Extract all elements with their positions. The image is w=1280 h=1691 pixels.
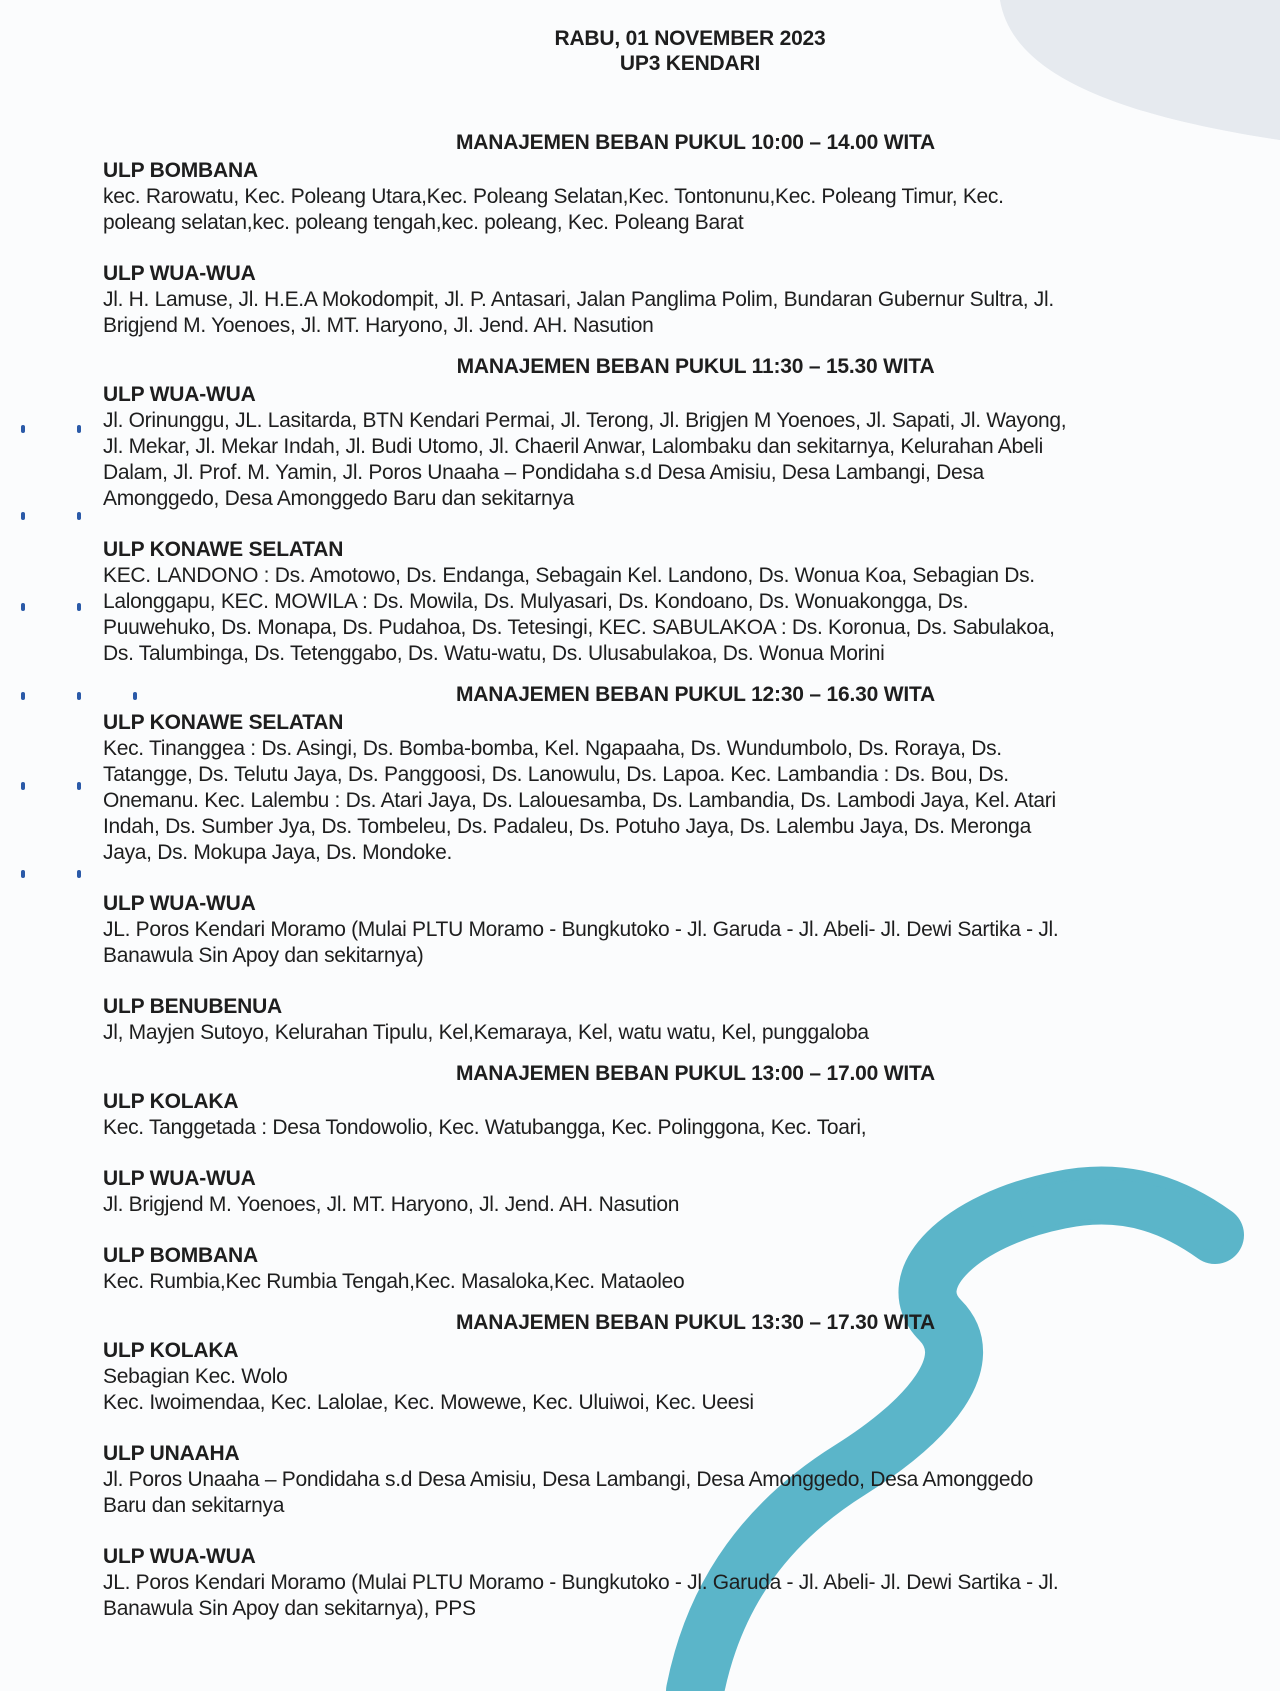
area-description-line: Jaya, Ds. Mokupa Jaya, Ds. Mondoke. [103, 841, 452, 864]
area-description-line: Puuwehuko, Ds. Monapa, Ds. Pudahoa, Ds. Tetesingi, KEC. SABULAKOA : Ds. Koronua, Ds. Sabulakoa, [103, 616, 1055, 639]
area-description [103, 917, 1178, 969]
area-description-line: Jl, Mayjen Sutoyo, Kelurahan Tipulu, Kel,Kemaraya, Kel, watu watu, Kel, punggaloba [103, 1021, 869, 1044]
area-description-line: Kec. Rumbia,Kec Rumbia Tengah,Kec. Masaloka,Kec. Mataoleo [103, 1270, 685, 1293]
margin-dot [77, 782, 81, 790]
margin-dot [21, 512, 25, 520]
session-title: MANAJEMEN BEBAN PUKUL 12:30 – 16.30 WITA [456, 683, 935, 706]
ulp-name: ULP BOMBANA [103, 159, 258, 182]
area-description [103, 1115, 1178, 1141]
area-description [103, 1570, 1178, 1622]
document-date: RABU, 01 NOVEMBER 2023 [554, 27, 826, 50]
document-header [0, 26, 1280, 76]
area-block [103, 994, 1178, 1046]
margin-dot [21, 425, 25, 433]
margin-dot [77, 692, 81, 700]
margin-dot [21, 603, 25, 611]
area-description-line: Onemanu. Kec. Lalembu : Ds. Atari Jaya, Ds. Lalouesamba, Ds. Lambandia, Ds. Lambodi Jaya, Kel. Atari [103, 789, 1056, 812]
area-description-line: Jl. Orinunggu, JL. Lasitarda, BTN Kendari Permai, Jl. Terong, Jl. Brigjen M Yoenoes, Jl. Sapati, Jl. Wayong, [103, 409, 1067, 432]
document-unit: UP3 KENDARI [619, 52, 761, 75]
session-title: MANAJEMEN BEBAN PUKUL 13:00 – 17.00 WITA [456, 1062, 935, 1085]
area-block [103, 1544, 1178, 1622]
margin-dot [21, 692, 25, 700]
ulp-name: ULP WUA-WUA [103, 892, 256, 915]
area-description-line: kec. Rarowatu, Kec. Poleang Utara,Kec. Poleang Selatan,Kec. Tontonunu,Kec. Poleang Timur, Kec. [103, 185, 1004, 208]
session-title: MANAJEMEN BEBAN PUKUL 10:00 – 14.00 WITA [456, 131, 935, 154]
margin-dot [133, 692, 137, 700]
area-description-line: poleang selatan,kec. poleang tengah,kec. poleang, Kec. Poleang Barat [103, 211, 744, 234]
area-block [103, 891, 1178, 969]
area-description-line: Baru dan sekitarnya [103, 1494, 285, 1517]
ulp-name: ULP BOMBANA [103, 1244, 258, 1267]
session-title: MANAJEMEN BEBAN PUKUL 11:30 – 15.30 WITA [456, 355, 935, 378]
area-description-line: Kec. Iwoimendaa, Kec. Lalolae, Kec. Mowewe, Kec. Uluiwoi, Kec. Ueesi [103, 1391, 754, 1414]
area-description-line: Jl. Mekar, Jl. Mekar Indah, Jl. Budi Utomo, Jl. Chaeril Anwar, Lalombaku dan sekitarnya, Kelurahan Abeli [103, 435, 1043, 458]
area-block [103, 1166, 1178, 1218]
margin-dot [77, 512, 81, 520]
ulp-name: ULP WUA-WUA [103, 262, 256, 285]
area-block [103, 537, 1178, 667]
area-block [103, 1089, 1178, 1141]
area-description-line: Jl. Brigjend M. Yoenoes, Jl. MT. Haryono, Jl. Jend. AH. Nasution [103, 1193, 680, 1216]
area-block [103, 1338, 1178, 1416]
ulp-name: ULP WUA-WUA [103, 383, 256, 406]
area-description-line: Brigjend M. Yoenoes, Jl. MT. Haryono, Jl. Jend. AH. Nasution [103, 314, 654, 337]
area-description-line: Amonggedo, Desa Amonggedo Baru dan sekitarnya [103, 487, 574, 510]
area-description-line: Banawula Sin Apoy dan sekitarnya), PPS [103, 1597, 476, 1620]
ulp-name: ULP UNAAHA [103, 1442, 240, 1465]
area-description-line: Dalam, Jl. Prof. M. Yamin, Jl. Poros Unaaha – Pondidaha s.d Desa Amisiu, Desa Lambangi, Desa [103, 461, 984, 484]
area-description-line: Jl. H. Lamuse, Jl. H.E.A Mokodompit, Jl. P. Antasari, Jalan Panglima Polim, Bundaran Gubernur Sultra, Jl. [103, 288, 1054, 311]
area-description [103, 1020, 1178, 1046]
area-description-line: Indah, Ds. Sumber Jya, Ds. Tombeleu, Ds. Padaleu, Ds. Potuho Jaya, Ds. Lalembu Jaya, Ds. Meronga [103, 815, 1031, 838]
area-block [103, 710, 1178, 866]
area-block [103, 1441, 1178, 1519]
area-description [103, 184, 1178, 236]
margin-dot [21, 782, 25, 790]
ulp-name: ULP KONAWE SELATAN [103, 711, 344, 734]
area-description [103, 736, 1178, 866]
area-description-line: Banawula Sin Apoy dan sekitarnya) [103, 944, 424, 967]
area-description-line: Ds. Talumbinga, Ds. Tetenggabo, Ds. Watu-watu, Ds. Ulusabulakoa, Ds. Wonua Morini [103, 642, 885, 665]
area-description [103, 563, 1178, 667]
area-description [103, 287, 1178, 339]
ulp-name: ULP WUA-WUA [103, 1167, 256, 1190]
area-description-line: KEC. LANDONO : Ds. Amotowo, Ds. Endanga, Sebagain Kel. Landono, Ds. Wonua Koa, Sebagian Ds. [103, 564, 1035, 587]
margin-dot [77, 870, 81, 878]
area-description-line: Tatangge, Ds. Telutu Jaya, Ds. Panggoosi, Ds. Lanowulu, Ds. Lapoa. Kec. Lambandia : Ds. Bou, Ds. [103, 763, 1009, 786]
area-description-line: Jl. Poros Unaaha – Pondidaha s.d Desa Amisiu, Desa Lambangi, Desa Amonggedo, Desa Amonggedo [103, 1468, 1033, 1491]
area-description-line: JL. Poros Kendari Moramo (Mulai PLTU Moramo - Bungkutoko - Jl. Garuda - Jl. Abeli- Jl. Dewi Sartika - Jl. [103, 918, 1059, 941]
margin-dot [77, 603, 81, 611]
ulp-name: ULP WUA-WUA [103, 1545, 256, 1568]
area-description [103, 1269, 1178, 1295]
area-block [103, 382, 1178, 512]
area-block [103, 261, 1178, 339]
area-description-line: Kec. Tinanggea : Ds. Asingi, Ds. Bomba-bomba, Kel. Ngapaaha, Ds. Wundumbolo, Ds. Roraya, Ds. [103, 737, 1002, 760]
ulp-name: ULP KOLAKA [103, 1339, 239, 1362]
area-description-line: Lalonggapu, KEC. MOWILA : Ds. Mowila, Ds. Mulyasari, Ds. Kondoano, Ds. Wonuakongga, Ds. [103, 590, 969, 613]
session-title: MANAJEMEN BEBAN PUKUL 13:30 – 17.30 WITA [456, 1311, 935, 1334]
margin-dot [77, 425, 81, 433]
area-description-line: Kec. Tanggetada : Desa Tondowolio, Kec. Watubangga, Kec. Polinggona, Kec. Toari, [103, 1116, 867, 1139]
area-description-line: JL. Poros Kendari Moramo (Mulai PLTU Moramo - Bungkutoko - Jl. Garuda - Jl. Abeli- Jl. Dewi Sartika - Jl. [103, 1571, 1059, 1594]
area-description [103, 1192, 1178, 1218]
area-description [103, 1467, 1178, 1519]
ulp-name: ULP KONAWE SELATAN [103, 538, 344, 561]
area-description [103, 408, 1178, 512]
ulp-name: ULP KOLAKA [103, 1090, 239, 1113]
area-description-line: Sebagian Kec. Wolo [103, 1365, 288, 1388]
margin-dot [21, 870, 25, 878]
area-description [103, 1364, 1178, 1416]
ulp-name: ULP BENUBENUA [103, 995, 283, 1018]
area-block [103, 1243, 1178, 1295]
schedule-content [103, 130, 1178, 1637]
area-block [103, 158, 1178, 236]
